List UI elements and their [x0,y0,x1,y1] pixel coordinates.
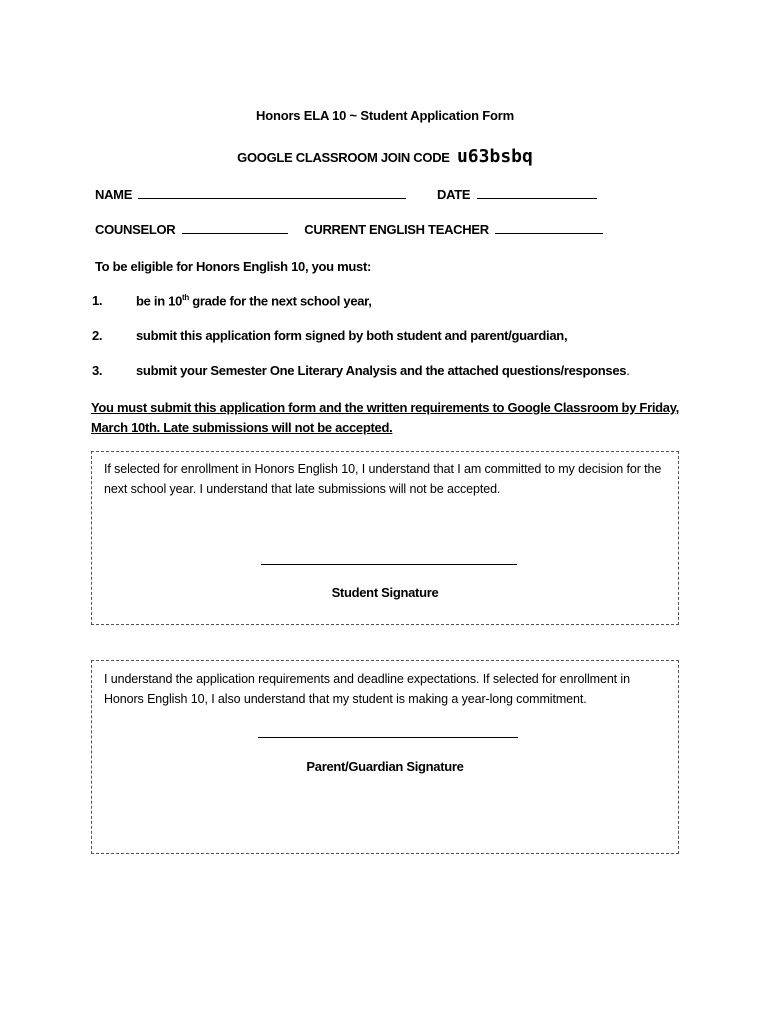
requirement-number: 3. [92,363,103,378]
eligibility-intro: To be eligible for Honors English 10, you must: [95,259,372,274]
date-label: DATE [437,187,471,202]
student-signature-label: Student Signature [331,585,439,600]
requirement-number: 2. [92,328,103,343]
student-agreement-box [91,451,679,625]
requirement-text: submit your Semester One Literary Analysis and the attached questions/responses [136,363,627,378]
requirement-text-post: grade for the next school year, [188,293,372,309]
parent-agreement-box [91,660,679,854]
english-teacher-label: CURRENT ENGLISH TEACHER [304,222,489,237]
name-label: NAME [95,187,133,202]
student-statement: If selected for enrollment in Honors English 10, I understand that I am committed to my decision for the next school year. I understand that late submissions will not be accepted. [104,462,662,496]
student-signature-line[interactable] [261,564,517,565]
counselor-teacher-row [95,222,603,237]
join-code-value: u63bsbq [456,146,533,167]
deadline-notice: You must submit this application form and the written requirements to Google Classroom by Friday, March 10th. Late submissions will not be accepted. [91,400,679,435]
ordinal-superscript: th [182,293,189,302]
counselor-field[interactable] [182,223,288,234]
requirement-number: 1. [92,293,103,309]
join-code-line [0,146,770,167]
name-date-row [95,187,597,202]
requirement-item [92,328,567,343]
parent-signature-line[interactable] [258,737,518,738]
requirement-text: submit this application form signed by both student and parent/guardian, [136,328,568,343]
english-teacher-field[interactable] [495,223,603,234]
requirement-period: . [626,363,630,378]
date-field[interactable] [477,188,597,199]
parent-statement: I understand the application requirements and deadline expectations. If selected for enrollment in Honors English 10, I also understand that my student is making a year-long commitment. [104,672,630,706]
requirement-item [92,293,372,308]
counselor-label: COUNSELOR [95,222,176,237]
join-code-label: GOOGLE CLASSROOM JOIN CODE [237,150,450,165]
parent-signature-label: Parent/Guardian Signature [306,759,464,774]
form-title: Honors ELA 10 ~ Student Application Form [256,108,514,123]
requirement-text-pre: be in 10 [136,293,183,309]
name-field[interactable] [138,188,406,199]
requirement-item [92,363,630,378]
